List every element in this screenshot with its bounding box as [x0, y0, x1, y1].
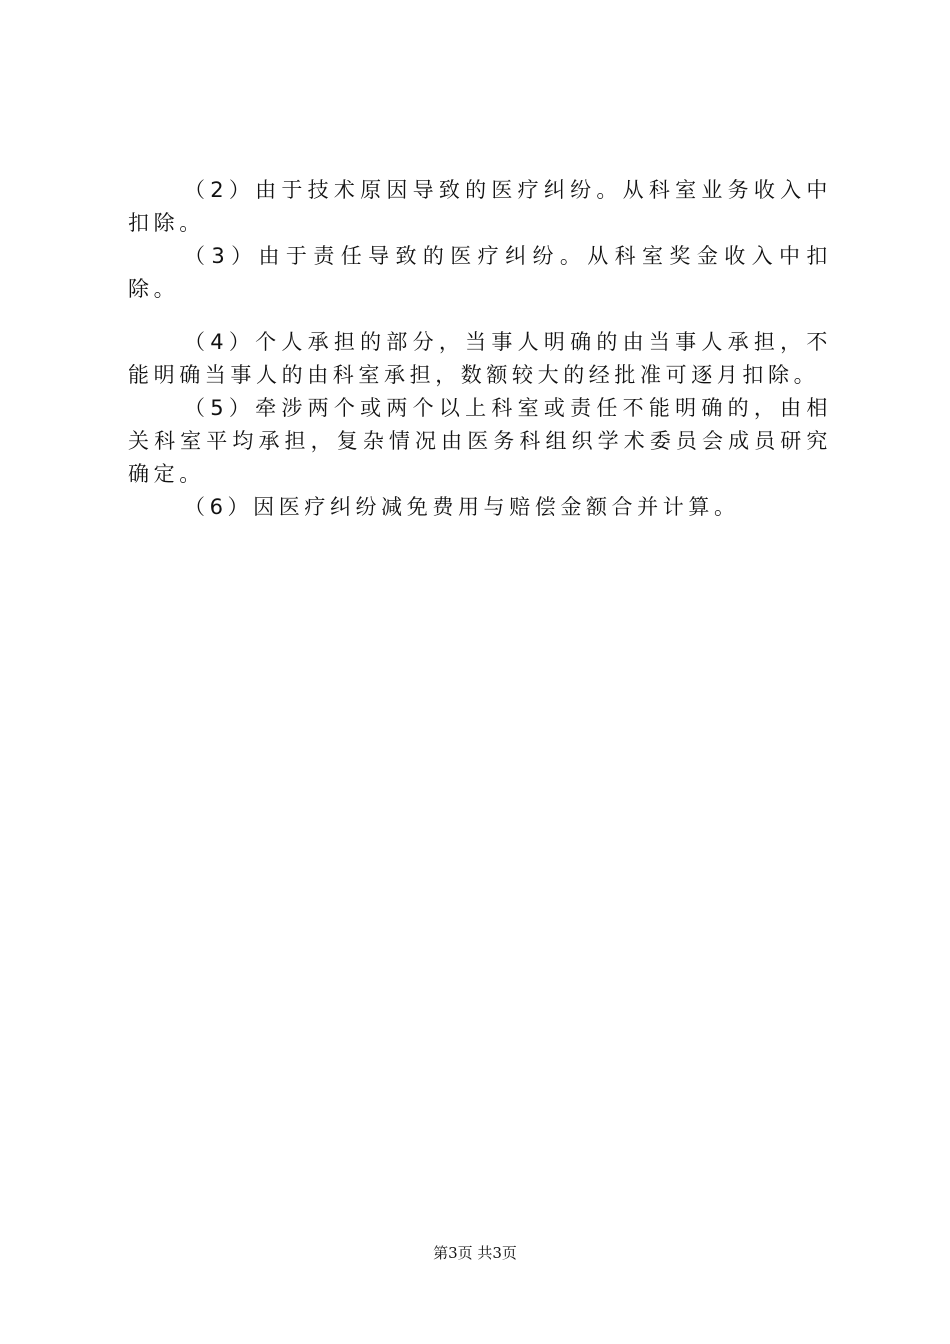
document-body: [128, 174, 832, 524]
paragraph-item-3: （3）由于责任导致的医疗纠纷。从科室奖金收入中扣除。: [128, 244, 832, 301]
paragraph-item-6: （6）因医疗纠纷减免费用与赔偿金额合并计算。: [184, 495, 740, 519]
page-number: 第3页 共3页: [433, 1244, 517, 1262]
paragraph-item-2: （2）由于技术原因导致的医疗纠纷。从科室业务收入中扣除。: [128, 178, 832, 235]
paragraph-item-5: （5）牵涉两个或两个以上科室或责任不能明确的，由相关科室平均承担，复杂情况由医务科组织学术委员会成员研究确定。: [128, 396, 832, 486]
page-footer: [0, 1243, 950, 1263]
paragraph-item-4: （4）个人承担的部分，当事人明确的由当事人承担，不能明确当事人的由科室承担，数额较大的经批准可逐月扣除。: [128, 330, 832, 387]
